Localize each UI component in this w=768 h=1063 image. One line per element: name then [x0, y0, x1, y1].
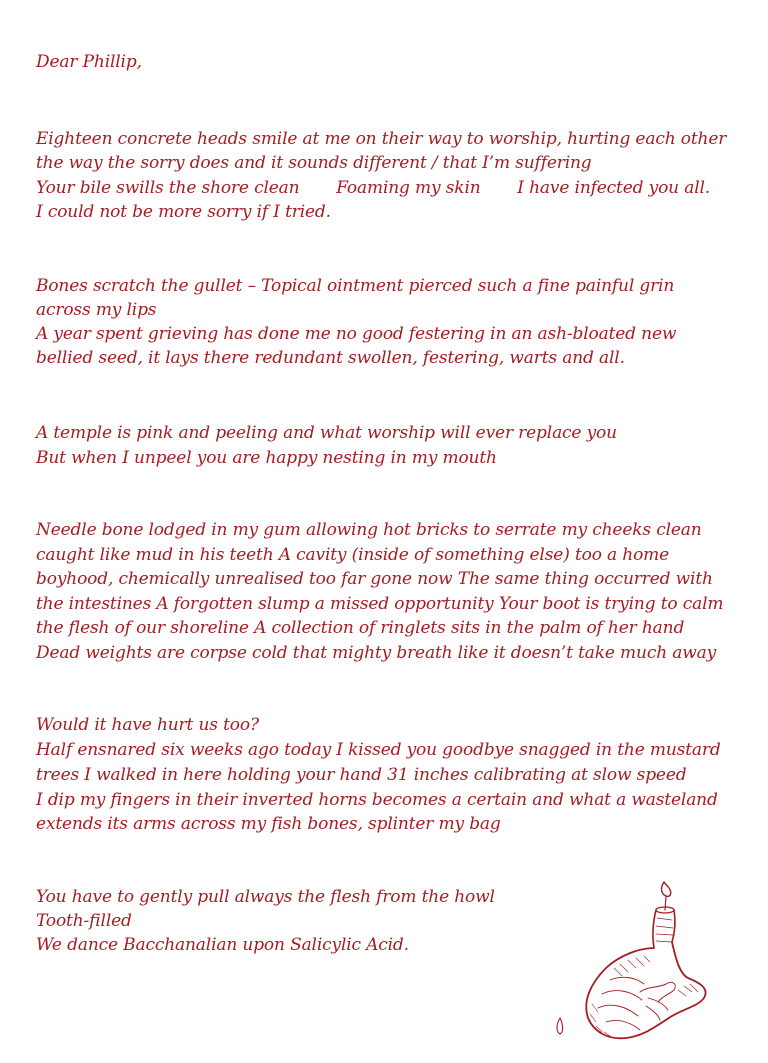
stanza-line: bellied seed, it lays there redundant swollen, festering, warts and all.: [36, 348, 625, 368]
stanza-line: Needle bone lodged in my gum allowing hot bricks to serrate my cheeks clean: [36, 520, 702, 540]
stanza-line: trees I walked in here holding your hand 31 inches calibrating at slow speed: [36, 765, 687, 785]
stanza-line: We dance Bacchanalian upon Salicylic Acid.: [36, 935, 409, 955]
stanza-line: the flesh of our shoreline A collection of ringlets sits in the palm of her hand: [36, 618, 685, 638]
stanza-line: Bones scratch the gullet – Topical ointment pierced such a fine painful grin: [36, 276, 675, 296]
stanza-line: boyhood, chemically unrealised too far gone now The same thing occurred with: [36, 569, 713, 589]
stanza-line: I dip my fingers in their inverted horns becomes a certain and what a wasteland: [36, 790, 718, 810]
stanza-line: Would it have hurt us too?: [36, 715, 259, 735]
stanza-line: extends its arms across my fish bones, splinter my bag: [36, 814, 501, 834]
stomach-sketch-icon: [548, 880, 748, 1055]
stanza-line: across my lips: [36, 300, 157, 320]
stanza-line: A temple is pink and peeling and what worship will ever replace you: [36, 423, 617, 443]
stanza-line: I could not be more sorry if I tried.: [36, 202, 331, 222]
stanza-line: caught like mud in his teeth A cavity (inside of something else) too a home: [36, 545, 670, 565]
stanza-line: You have to gently pull always the flesh from the howl: [36, 887, 495, 907]
stanza-line: Your bile swills the shore clean Foaming my skin I have infected you all.: [36, 178, 711, 198]
stanza-line: Dead weights are corpse cold that mighty breath like it doesn’t take much away: [36, 643, 717, 663]
stanza-line: the intestines A forgotten slump a missed opportunity Your boot is trying to calm: [36, 594, 724, 614]
letter-greeting: Dear Phillip,: [36, 52, 142, 72]
stanza-line: But when I unpeel you are happy nesting in my mouth: [36, 448, 497, 468]
stanza-line: Eighteen concrete heads smile at me on their way to worship, hurting each other: [36, 129, 727, 149]
stanza-line: the way the sorry does and it sounds different / that I’m suffering: [36, 153, 592, 173]
stanza-line: Half ensnared six weeks ago today I kissed you goodbye snagged in the mustard: [36, 740, 721, 760]
stanza-line: A year spent grieving has done me no good festering in an ash-bloated new: [36, 324, 677, 344]
stanza-line: Tooth-filled: [36, 911, 132, 931]
